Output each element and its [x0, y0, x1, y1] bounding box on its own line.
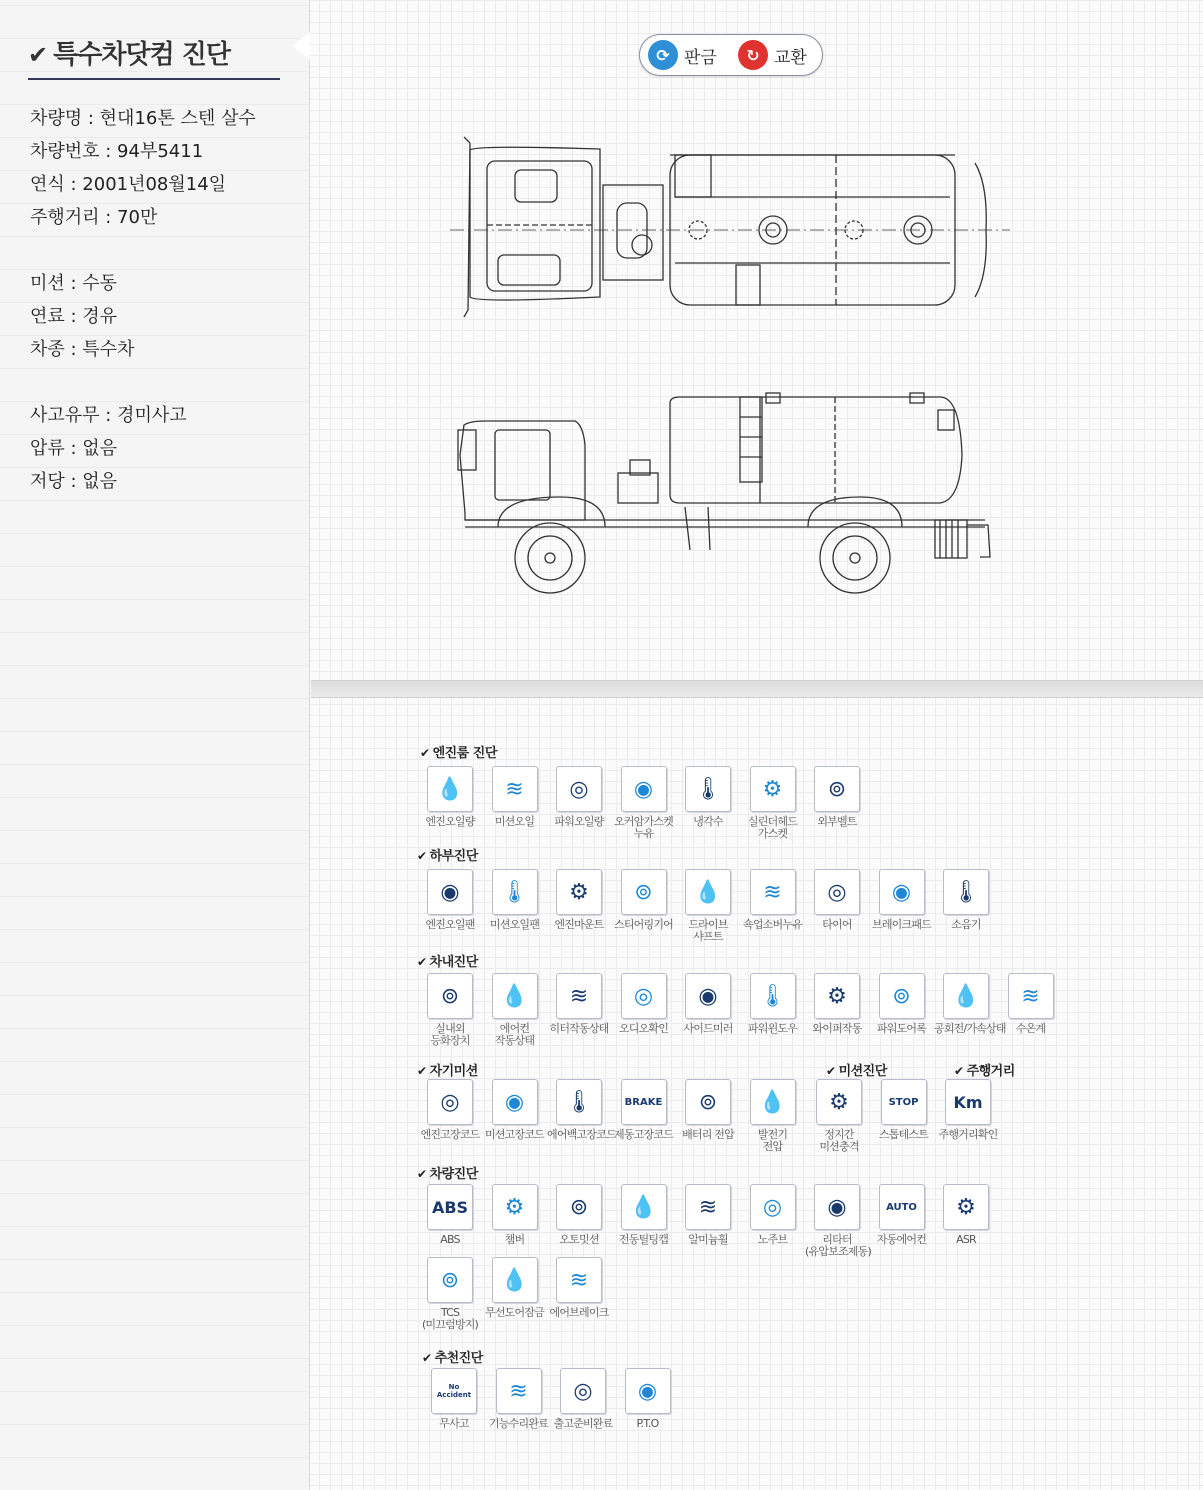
icon-glyph: ⚙ — [504, 1194, 525, 1220]
diagnosis-item-label: 소음기 — [951, 918, 981, 931]
icon-glyph: ◎ — [573, 1378, 593, 1404]
diagnosis-item-label: 엔진고장코드 — [420, 1128, 480, 1141]
icon-glyph: ⊚ — [827, 776, 847, 802]
section-heading-label: 자기미션 — [429, 1064, 478, 1079]
headlamp-washer-icon — [750, 1184, 796, 1230]
diagnosis-item-label: 드라이브 샤프트 — [688, 918, 728, 943]
icon-glyph: ◉ — [698, 983, 718, 1009]
section-heading-label: 엔진룸 진단 — [432, 746, 497, 761]
diagnosis-item-label: 자동에어컨 — [876, 1233, 927, 1246]
diagnosis-item-label: 에어브레이크 — [549, 1306, 609, 1319]
diagnosis-item-label: 타이어 — [822, 918, 852, 931]
diagnosis-item[interactable] — [612, 1184, 676, 1246]
icon-glyph: ◎ — [827, 879, 847, 905]
diagnosis-item[interactable] — [418, 1184, 482, 1246]
icon-glyph: ≋ — [1021, 983, 1040, 1009]
diagnosis-item-label: 스톱테스트 — [878, 1128, 929, 1141]
diagnosis-item[interactable] — [934, 1184, 998, 1246]
release-ready-icon — [560, 1368, 606, 1414]
diagnosis-item[interactable] — [547, 766, 611, 828]
diagnosis-item-label: ASR — [956, 1233, 976, 1246]
diagnosis-item[interactable] — [547, 869, 611, 931]
icon-text: STOP — [888, 1096, 919, 1108]
icon-glyph: ◉ — [504, 1089, 525, 1115]
pto-icon — [625, 1368, 671, 1414]
check-engine-icon — [492, 1079, 538, 1125]
air-conditioner-icon — [492, 973, 538, 1019]
icon-glyph: 💧 — [500, 983, 529, 1009]
diagnosis-item-label: 히터작동상태 — [549, 1022, 609, 1035]
brake-warning-icon — [621, 1079, 667, 1125]
airbag-icon — [556, 1079, 602, 1125]
sidebar-title-block — [28, 26, 280, 80]
retarder-icon — [814, 1184, 860, 1230]
icon-glyph: ◎ — [569, 776, 589, 802]
brake-pad-icon — [879, 869, 925, 915]
side-mirror-icon — [685, 973, 731, 1019]
vehicle-number: 차량번호 : 94부5411 — [30, 141, 204, 162]
generator-icon — [750, 1079, 796, 1125]
icon-glyph: 💧 — [629, 1194, 658, 1220]
diagnosis-item[interactable] — [741, 1079, 805, 1153]
icon-glyph: ≋ — [505, 776, 524, 802]
icon-glyph: ◎ — [633, 983, 654, 1009]
diagnosis-item-label: 냉각수 — [693, 815, 723, 828]
icon-glyph: ≋ — [569, 1267, 589, 1293]
diagnosis-item-label: 파워도어록 — [876, 1022, 927, 1035]
checkmark-icon: ✔ — [826, 1064, 836, 1078]
diagnosis-item[interactable] — [547, 1079, 616, 1141]
diagnosis-item-label: 파워오일량 — [554, 815, 604, 828]
icon-text: No Accident — [436, 1383, 472, 1399]
plate-legend-button[interactable] — [648, 40, 717, 70]
diagnosis-item[interactable] — [676, 766, 740, 828]
sidebar — [0, 0, 310, 1490]
accident-history: 사고유무 : 경미사고 — [30, 405, 187, 426]
diagnosis-item[interactable] — [612, 1079, 676, 1141]
page-title-text: 특수차닷컴 진단 — [53, 40, 230, 70]
icon-glyph: 💧 — [500, 1267, 529, 1293]
diagnosis-item[interactable] — [483, 973, 547, 1047]
icon-glyph: 🌡 — [565, 1089, 593, 1115]
diagnosis-item[interactable] — [612, 973, 676, 1035]
diagnosis-item-label: 리타터 (유압보조제동) — [805, 1233, 871, 1258]
vehicle-fuel: 연료 : 경유 — [30, 306, 118, 327]
wiper-icon — [814, 973, 860, 1019]
diagnosis-item[interactable] — [741, 973, 805, 1035]
diagnosis-item-label: 오디오확인 — [618, 1022, 669, 1035]
diagnosis-item[interactable] — [418, 766, 482, 828]
section-heading-label: 차내진단 — [429, 955, 478, 970]
diagnosis-item[interactable] — [741, 1184, 805, 1246]
diagnosis-item[interactable] — [547, 1257, 611, 1319]
icon-glyph: 🌡 — [952, 879, 980, 905]
icon-glyph: 💧 — [436, 776, 464, 802]
thermometer-icon — [1008, 973, 1054, 1019]
icon-glyph: ⊚ — [698, 1089, 718, 1115]
icon-glyph: ◎ — [762, 1194, 783, 1220]
auto-transmission-icon — [556, 1184, 602, 1230]
power-oil-icon — [556, 766, 602, 812]
section-heading-label: 미션진단 — [838, 1064, 887, 1079]
diagnosis-item[interactable] — [805, 869, 869, 931]
headlight-icon — [427, 973, 473, 1019]
icon-glyph: 🌡 — [758, 983, 787, 1009]
icon-glyph: ≋ — [569, 983, 589, 1009]
checkmark-icon: ✔ — [420, 746, 430, 760]
section-heading-label: 주행거리 — [966, 1064, 1015, 1079]
icon-glyph: ≋ — [509, 1378, 528, 1404]
plate-repair-icon: ⟳ — [648, 40, 678, 70]
diagnosis-item[interactable] — [676, 869, 740, 943]
section-heading — [826, 1060, 887, 1079]
icon-glyph: ⊚ — [440, 1267, 460, 1293]
diagnosis-item-label: 미션고장코드 — [485, 1128, 544, 1141]
vehicle-year: 연식 : 2001년08월14일 — [30, 174, 227, 195]
section-heading-label: 차량진단 — [429, 1167, 478, 1182]
checkmark-icon: ✔ — [422, 1351, 432, 1365]
aluminum-wheel-icon — [685, 1184, 731, 1230]
checkmark-icon: ✔ — [417, 955, 427, 969]
coolant-icon — [685, 766, 731, 812]
diagnosis-item[interactable] — [870, 869, 934, 931]
repair-complete-icon — [496, 1368, 542, 1414]
page-title — [28, 34, 230, 71]
muffler-icon — [943, 869, 989, 915]
diagnosis-item[interactable] — [547, 973, 611, 1035]
external-belt-icon — [814, 766, 860, 812]
section-heading — [422, 1347, 483, 1366]
icon-text: Km — [953, 1092, 983, 1112]
heater-icon — [556, 973, 602, 1019]
truck-side-view — [458, 393, 990, 593]
idle-acceleration-icon — [943, 973, 989, 1019]
diagnosis-item-label: 무선도어잠금 — [485, 1306, 544, 1319]
plate-legend-label: 판금 — [684, 47, 717, 68]
diagnosis-item-label: 전동틸팅캡 — [618, 1233, 669, 1246]
diagnosis-item[interactable] — [741, 869, 805, 931]
section-heading — [417, 845, 478, 864]
vehicle-name: 차량명 : 현대16톤 스텐 살수 — [30, 108, 256, 129]
diagnosis-item-label: 주행거리확인 — [938, 1128, 998, 1141]
diagnosis-item[interactable] — [676, 973, 740, 1035]
diagnosis-item[interactable] — [870, 973, 934, 1035]
icon-glyph: ⚙ — [829, 1089, 849, 1115]
asr-icon — [943, 1184, 989, 1230]
diagnosis-item-label: 출고준비완료 — [553, 1417, 613, 1430]
diagnosis-item-label: 쇽업소버누유 — [743, 918, 802, 931]
power-window-icon — [750, 973, 796, 1019]
diagnosis-item[interactable] — [870, 1184, 934, 1246]
air-brake-icon — [556, 1257, 602, 1303]
section-heading-label: 추천진단 — [434, 1351, 483, 1366]
mortgage-status: 저당 : 없음 — [30, 471, 118, 492]
swap-replace-icon: ↻ — [738, 40, 768, 70]
checkmark-icon: ✔ — [28, 41, 48, 69]
diagnosis-item[interactable] — [805, 1184, 869, 1258]
diagnosis-item[interactable] — [483, 766, 547, 828]
diagnosis-item[interactable] — [805, 973, 869, 1035]
tcs-icon — [427, 1257, 473, 1303]
icon-glyph: ◉ — [891, 879, 912, 905]
checkmark-icon: ✔ — [954, 1064, 964, 1078]
diagnosis-item[interactable] — [547, 1184, 611, 1246]
checkmark-icon: ✔ — [417, 1167, 427, 1181]
mission-oil-pan-icon — [492, 869, 538, 915]
diagnosis-item-label: 발전기 전압 — [757, 1128, 788, 1153]
icon-glyph: ⊚ — [569, 1194, 589, 1220]
icon-glyph: ◉ — [633, 776, 654, 802]
truck-diagram — [440, 125, 1020, 605]
sidebar-pointer — [292, 32, 310, 60]
engine-oil-pan-icon — [427, 869, 473, 915]
diagnosis-item-label: 무사고 — [439, 1417, 469, 1430]
icon-glyph: ◉ — [440, 879, 460, 905]
diagnosis-item-label: 정지간 미션충격 — [819, 1128, 859, 1153]
vehicle-mileage: 주행거리 : 70만 — [30, 207, 158, 228]
diagnosis-item[interactable] — [487, 1368, 551, 1430]
diagnosis-item[interactable] — [418, 1079, 482, 1141]
cylinder-head-gasket-icon — [750, 766, 796, 812]
diagnosis-item-label: 공회전/가속상태 — [934, 1022, 1006, 1035]
icon-glyph: ≋ — [763, 879, 782, 905]
icon-glyph: ⊚ — [892, 983, 911, 1009]
icon-text: BRAKE — [624, 1096, 663, 1108]
chamber-icon — [492, 1184, 538, 1230]
vehicle-transmission: 미션 : 수동 — [30, 273, 118, 294]
diagnosis-item-label: 노주브 — [757, 1233, 788, 1246]
checkmark-icon: ✔ — [417, 849, 427, 863]
icon-glyph: ⚙ — [956, 1194, 976, 1220]
icon-text: ABS — [431, 1197, 469, 1217]
icon-glyph: ⊚ — [634, 879, 653, 905]
checkmark-icon: ✔ — [417, 1064, 427, 1078]
diagnosis-item-label: ABS — [440, 1233, 460, 1246]
vehicle-type: 차종 : 특수차 — [30, 339, 135, 360]
icon-glyph: 💧 — [952, 983, 980, 1009]
diagnosis-item-label: TCS (미끄럼방지) — [421, 1306, 479, 1331]
diagnosis-item[interactable] — [422, 1368, 486, 1430]
diagnosis-item[interactable] — [551, 1368, 615, 1430]
diagnosis-item[interactable] — [676, 1079, 740, 1141]
diagnosis-item-label: P.T.O — [636, 1417, 659, 1430]
power-door-lock-icon — [879, 973, 925, 1019]
engine-fault-code-icon — [427, 1079, 473, 1125]
diagnosis-item[interactable] — [999, 973, 1063, 1035]
diagnosis-item-label: 엔진오일팬 — [425, 918, 475, 931]
section-heading — [954, 1060, 1015, 1079]
shock-absorber-icon — [750, 869, 796, 915]
mileage-icon — [945, 1079, 991, 1125]
diagnosis-item-label: 파워윈도우 — [747, 1022, 798, 1035]
tilting-cab-icon — [621, 1184, 667, 1230]
diagnosis-item[interactable] — [934, 973, 1006, 1035]
diagnosis-item[interactable] — [418, 869, 482, 931]
section-divider — [311, 680, 1203, 698]
swap-legend-button[interactable] — [738, 40, 807, 70]
diagnosis-item[interactable] — [676, 1184, 740, 1246]
diagnosis-item-label: 챔버 — [504, 1233, 525, 1246]
diagnosis-item-label: 기능수리완료 — [489, 1417, 548, 1430]
abs-icon — [427, 1184, 473, 1230]
rocker-arm-gasket-icon — [621, 766, 667, 812]
swap-legend-label: 교환 — [774, 47, 807, 68]
icon-glyph: ◎ — [440, 1089, 460, 1115]
diagnosis-item-label: 사이드미러 — [683, 1022, 733, 1035]
damage-legend-toggle — [639, 34, 823, 76]
engine-mount-icon — [556, 869, 602, 915]
gear-shift-icon — [816, 1079, 862, 1125]
diagnosis-item[interactable] — [418, 973, 482, 1047]
diagnosis-item-label: 와이퍼작동 — [812, 1022, 862, 1035]
diagnosis-item[interactable] — [872, 1079, 936, 1141]
diagnosis-item-label: 엔진오일량 — [425, 815, 475, 828]
icon-glyph: 💧 — [694, 879, 722, 905]
diagnosis-item-label: 알미늄휠 — [688, 1233, 728, 1246]
diagnosis-item[interactable] — [483, 1184, 547, 1246]
diagnosis-item[interactable] — [483, 869, 547, 931]
icon-glyph: ⊚ — [440, 983, 460, 1009]
engine-oil-level-icon — [427, 766, 473, 812]
section-heading-label: 하부진단 — [429, 849, 478, 864]
section-heading — [420, 742, 497, 761]
icon-glyph: ⚙ — [762, 776, 783, 802]
icon-glyph: ◉ — [637, 1378, 658, 1404]
diagnosis-item-label: 수온계 — [1015, 1022, 1046, 1035]
diagnosis-item[interactable] — [936, 1079, 1000, 1141]
diagnosis-item[interactable] — [805, 766, 869, 828]
diagnosis-item[interactable] — [483, 1257, 547, 1319]
icon-glyph: ⚙ — [827, 983, 847, 1009]
drive-shaft-icon — [685, 869, 731, 915]
auto-ac-icon — [879, 1184, 925, 1230]
diagnosis-item[interactable] — [741, 766, 805, 840]
icon-glyph: ≋ — [698, 1194, 718, 1220]
diagnosis-item[interactable] — [612, 869, 676, 931]
tire-icon — [814, 869, 860, 915]
icon-glyph: ◉ — [827, 1194, 847, 1220]
seizure-status: 압류 : 없음 — [30, 438, 118, 459]
remote-key-icon — [492, 1257, 538, 1303]
diagnosis-item-label: 오토밋션 — [559, 1233, 599, 1246]
mission-oil-icon — [492, 766, 538, 812]
section-heading — [417, 1163, 478, 1182]
diagnosis-item[interactable] — [483, 1079, 547, 1141]
diagnosis-item-label: 브레이크패드 — [872, 918, 931, 931]
diagnosis-item-label: 엔진마운트 — [554, 918, 604, 931]
section-heading — [417, 951, 478, 970]
diagnosis-item-label: 스티어링기어 — [614, 918, 673, 931]
icon-glyph: 🌡 — [694, 776, 722, 802]
icon-glyph: ⚙ — [569, 879, 589, 905]
stop-test-icon — [881, 1079, 927, 1125]
diagnosis-item-label: 오커암가스켓 누유 — [614, 815, 673, 840]
audio-icon — [621, 973, 667, 1019]
diagnosis-item-label: 배터리 전압 — [682, 1128, 734, 1141]
diagnosis-item-label: 에어컨 작동상태 — [494, 1022, 535, 1047]
steering-gear-icon — [621, 869, 667, 915]
diagnosis-item[interactable] — [807, 1079, 871, 1153]
diagnosis-item[interactable] — [616, 1368, 680, 1430]
diagnosis-item-label: 제동고장코드 — [614, 1128, 673, 1141]
diagnosis-item-label: 미션오일팬 — [489, 918, 540, 931]
truck-top-view — [450, 137, 1010, 317]
no-accident-icon — [431, 1368, 477, 1414]
icon-glyph: 🌡 — [500, 879, 529, 905]
icon-glyph: 💧 — [758, 1089, 787, 1115]
diagnosis-item[interactable] — [612, 766, 676, 840]
diagnosis-item-label: 외부벨트 — [817, 815, 857, 828]
diagnosis-item[interactable] — [934, 869, 998, 931]
diagnosis-item-label: 에어백고장코드 — [547, 1128, 616, 1141]
diagnosis-item[interactable] — [418, 1257, 482, 1331]
diagnosis-item-label: 실린더헤드 가스켓 — [747, 815, 798, 840]
diagnosis-item-label: 실내외 등화장치 — [430, 1022, 470, 1047]
section-heading — [417, 1060, 478, 1079]
battery-icon — [685, 1079, 731, 1125]
icon-text: AUTO — [886, 1201, 917, 1213]
diagnosis-item-label: 미션오일 — [494, 815, 535, 828]
